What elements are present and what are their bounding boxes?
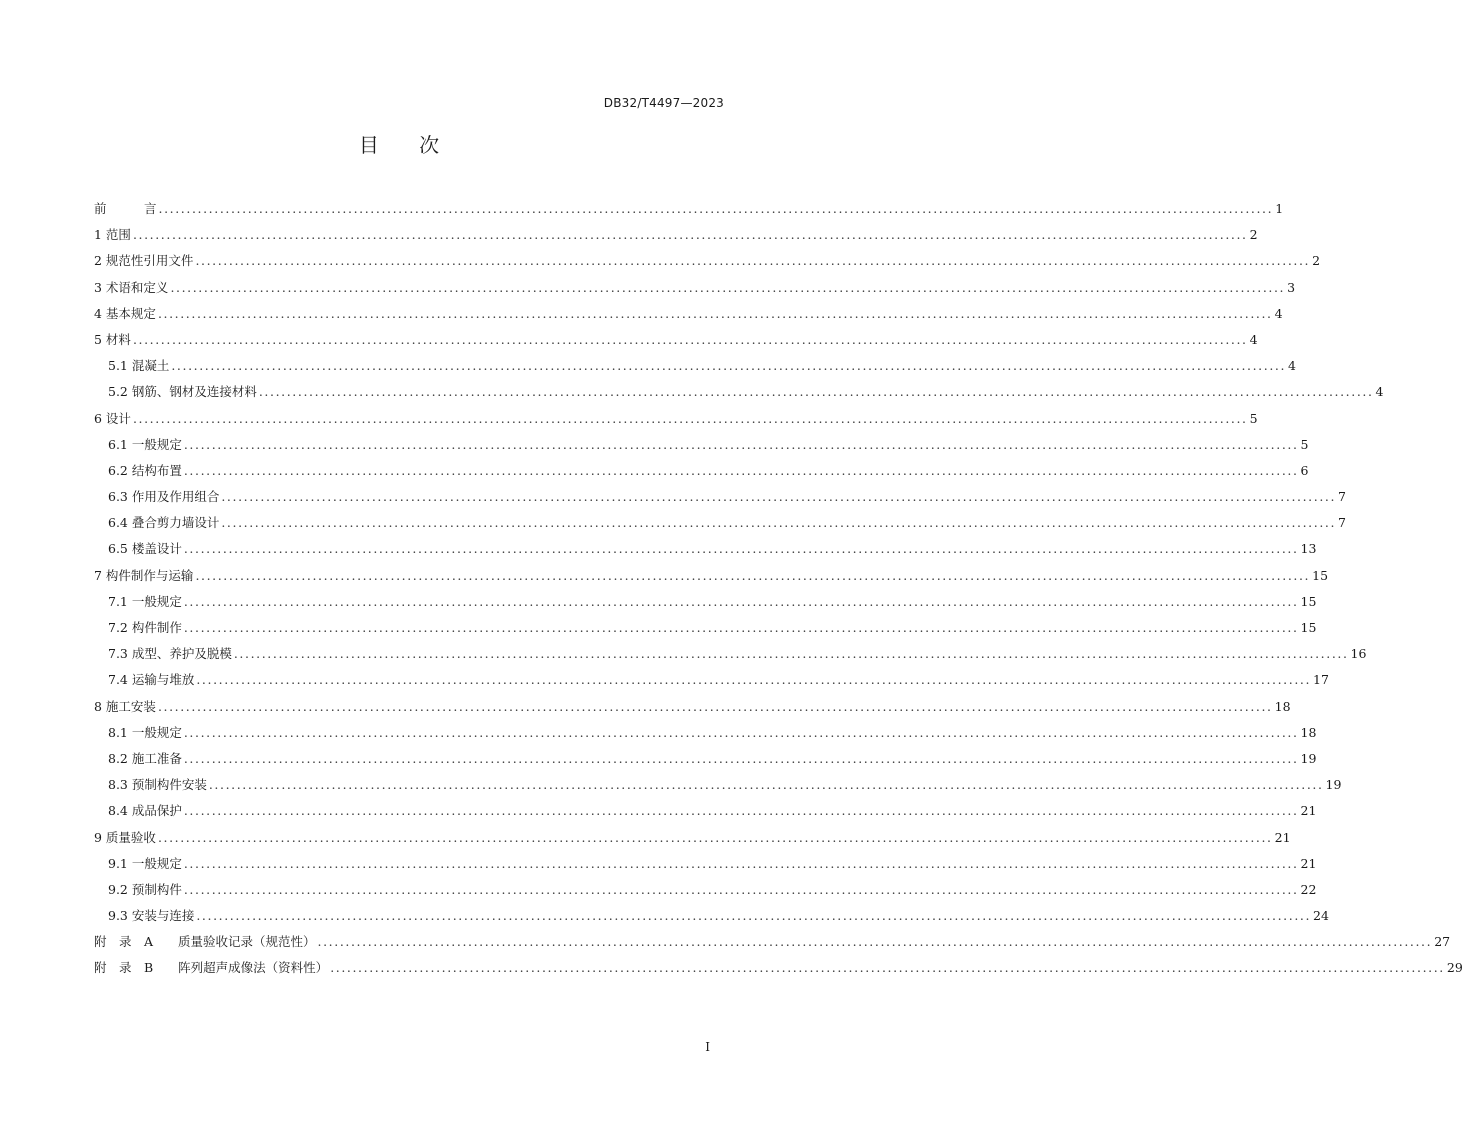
toc-entry-label: 7 构件制作与运输 [94, 567, 194, 583]
toc-dot-leader: ........................................................................................................................................................................................................ [183, 620, 1299, 635]
toc-entry[interactable] [94, 353, 1296, 379]
toc-entry-page: 21 [1300, 855, 1317, 871]
toc-dot-leader: ........................................................................................................................................................................................................ [157, 698, 1273, 714]
toc-entry[interactable] [94, 536, 1317, 562]
toc-entry-label: 9.1 一般规定 [108, 855, 182, 871]
toc-entry-label: 2 规范性引用文件 [94, 253, 194, 269]
toc-entry-label: 6.2 结构布置 [108, 462, 182, 478]
toc-dot-leader: ........................................................................................................................................................................................................ [195, 567, 1311, 583]
toc-entry-label: 5 材料 [94, 331, 131, 347]
toc-entry[interactable] [94, 563, 1329, 589]
toc-entry-page: 27 [1434, 934, 1451, 950]
toc-entry[interactable] [94, 772, 1342, 798]
toc-dot-leader: ........................................................................................................................................................................................................ [196, 672, 1312, 688]
toc-entry-page: 6 [1300, 462, 1309, 478]
toc-entry-label: 5.1 混凝土 [108, 358, 170, 374]
toc-entry-label: 9 质量验收 [94, 829, 156, 845]
toc-entry[interactable] [94, 851, 1317, 877]
toc-entry-page: 19 [1325, 777, 1342, 793]
toc-entry-page: 21 [1274, 829, 1291, 845]
toc-dot-leader: ........................................................................................................................................................................................................ [195, 253, 1311, 269]
toc-entry-page: 21 [1300, 803, 1317, 819]
toc-dot-leader: ........................................................................................................................................................................................................ [132, 227, 1248, 243]
toc-entry-label: 6.3 作用及作用组合 [108, 489, 220, 505]
toc-dot-leader: ........................................................................................................................................................................................................ [221, 489, 1337, 505]
toc-entry[interactable] [94, 877, 1317, 903]
page-title: 目 次 [358, 133, 442, 157]
toc-entry[interactable] [94, 589, 1317, 615]
toc-entry-page: 24 [1313, 908, 1329, 924]
document-code: DB32/T4497—2023 [603, 96, 724, 110]
toc-dot-leader: ........................................................................................................................................................................................................ [183, 803, 1299, 819]
toc-entry-label: 3 术语和定义 [94, 279, 169, 295]
toc-entry-label: 8.2 施工准备 [108, 750, 182, 766]
toc-entry-page: 22 [1300, 881, 1317, 897]
toc-dot-leader: ........................................................................................................................................................................................................ [157, 829, 1273, 845]
toc-entry-label: 前 言 [94, 201, 157, 216]
toc-entry-label: 6.4 叠合剪力墙设计 [108, 515, 220, 531]
toc-dot-leader: ........................................................................................................................................................................................................ [208, 777, 1324, 793]
toc-entry-page: 17 [1313, 672, 1329, 688]
toc-dot-leader: ........................................................................................................................................................................................................ [183, 462, 1299, 478]
toc-entry[interactable] [94, 694, 1291, 720]
toc-entry-page: 18 [1300, 724, 1317, 740]
toc-entry[interactable] [94, 432, 1309, 458]
toc-entry[interactable] [94, 667, 1329, 693]
toc-entry-page: 2 [1249, 227, 1258, 243]
toc-entry-label: 8.1 一般规定 [108, 724, 182, 740]
toc-entry[interactable] [94, 222, 1258, 248]
toc-entry[interactable] [94, 406, 1258, 432]
toc-entry-page: 7 [1338, 515, 1346, 531]
toc-entry-page: 18 [1274, 698, 1291, 714]
toc-entry-page: 4 [1249, 331, 1258, 347]
toc-entry-label: 7.3 成型、养护及脱模 [108, 646, 232, 662]
toc-entry-page: 15 [1300, 593, 1317, 609]
toc-dot-leader: ........................................................................................................................................................................................................ [171, 358, 1287, 374]
toc-dot-leader: ........................................................................................................................................................................................................ [233, 646, 1349, 662]
toc-entry-page: 5 [1300, 436, 1309, 452]
toc-entry[interactable] [94, 248, 1321, 274]
toc-dot-leader: ........................................................................................................................................................................................................ [170, 279, 1286, 295]
toc-entry-page: 29 [1446, 960, 1463, 976]
toc-entry[interactable] [94, 903, 1329, 929]
toc-entry[interactable] [94, 301, 1283, 327]
toc-entry-page: 1 [1275, 201, 1284, 216]
toc-dot-leader: ........................................................................................................................................................................................................ [196, 908, 1312, 924]
toc-entry-label: 8 施工安装 [94, 698, 156, 714]
toc-entry-page: 13 [1300, 541, 1317, 557]
toc-entry-label: 6.5 楼盖设计 [108, 541, 182, 557]
toc-entry-label: 7.4 运输与堆放 [108, 672, 195, 688]
toc-dot-leader: ........................................................................................................................................................................................................ [132, 331, 1248, 347]
toc-entry-page: 4 [1375, 384, 1384, 400]
toc-dot-leader: ........................................................................................................................................................................................................ [221, 515, 1337, 531]
toc-dot-leader: ........................................................................................................................................................................................................ [183, 881, 1299, 897]
toc-dot-leader: ........................................................................................................................................................................................................ [183, 724, 1299, 740]
toc-entry[interactable] [94, 484, 1346, 510]
toc-entry[interactable] [94, 641, 1367, 667]
toc-dot-leader: ........................................................................................................................................................................................................ [183, 593, 1299, 609]
toc-entry-page: 2 [1312, 253, 1321, 269]
toc-entry[interactable] [94, 196, 1284, 222]
toc-dot-leader: ........................................................................................................................................................................................................ [183, 750, 1299, 766]
toc-entry-label: 6 设计 [94, 410, 131, 426]
toc-entry[interactable] [94, 798, 1317, 824]
toc-entry-label: 9.3 安装与连接 [108, 908, 195, 924]
toc-dot-leader: ........................................................................................................................................................................................................ [317, 934, 1433, 950]
toc-dot-leader: ........................................................................................................................................................................................................ [157, 305, 1273, 321]
toc-entry-page: 7 [1338, 489, 1346, 505]
toc-entry-label: 4 基本规定 [94, 305, 156, 321]
toc-entry[interactable] [94, 955, 1463, 981]
toc-entry[interactable] [94, 720, 1317, 746]
toc-entry-label: 附 录 A 质量验收记录（规范性） [94, 934, 316, 950]
toc-entry-page: 3 [1287, 279, 1296, 295]
toc-dot-leader: ........................................................................................................................................................................................................ [258, 384, 1374, 400]
page-number: I [705, 1040, 710, 1054]
toc-entry-label: 1 范围 [94, 227, 131, 243]
table-of-contents [94, 196, 1463, 982]
toc-entry-label: 7.1 一般规定 [108, 593, 182, 609]
toc-entry[interactable] [94, 746, 1317, 772]
toc-entry-label: 7.2 构件制作 [108, 620, 182, 635]
toc-dot-leader: ........................................................................................................................................................................................................ [132, 410, 1248, 426]
toc-entry-page: 4 [1288, 358, 1296, 374]
toc-entry-label: 9.2 预制构件 [108, 881, 182, 897]
toc-entry-label: 5.2 钢筋、钢材及连接材料 [108, 384, 257, 400]
toc-entry-page: 15 [1300, 620, 1317, 635]
toc-entry-page: 16 [1350, 646, 1367, 662]
toc-entry-label: 附 录 B 阵列超声成像法（资料性） [94, 960, 329, 976]
toc-entry-label: 8.3 预制构件安装 [108, 777, 207, 793]
toc-entry-page: 4 [1274, 305, 1283, 321]
toc-dot-leader: ........................................................................................................................................................................................................ [183, 436, 1299, 452]
toc-entry[interactable] [94, 327, 1258, 353]
toc-entry-page: 19 [1300, 750, 1317, 766]
toc-entry-page: 15 [1312, 567, 1329, 583]
toc-entry[interactable] [94, 379, 1384, 405]
toc-entry[interactable] [94, 929, 1451, 955]
toc-dot-leader: ........................................................................................................................................................................................................ [330, 960, 1445, 976]
toc-dot-leader: ........................................................................................................................................................................................................ [158, 201, 1274, 216]
toc-entry-page: 5 [1249, 410, 1258, 426]
toc-entry[interactable] [94, 615, 1317, 641]
toc-dot-leader: ........................................................................................................................................................................................................ [183, 855, 1299, 871]
toc-entry[interactable] [94, 275, 1296, 301]
toc-entry-label: 8.4 成品保护 [108, 803, 182, 819]
toc-dot-leader: ........................................................................................................................................................................................................ [183, 541, 1299, 557]
toc-entry[interactable] [94, 510, 1346, 536]
toc-entry-label: 6.1 一般规定 [108, 436, 182, 452]
toc-entry[interactable] [94, 825, 1291, 851]
toc-entry[interactable] [94, 458, 1309, 484]
